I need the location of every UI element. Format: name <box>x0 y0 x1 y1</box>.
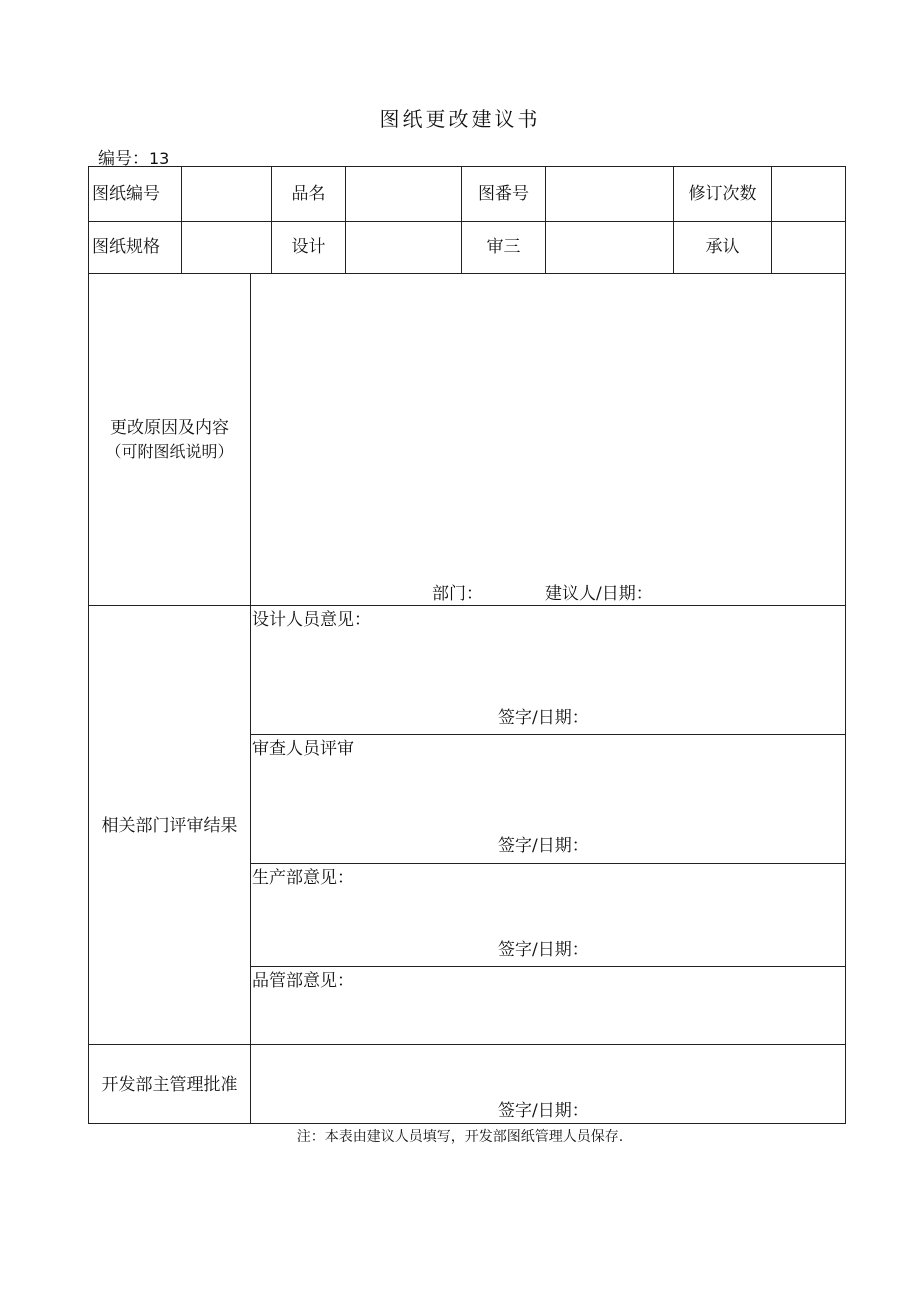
col-divider <box>545 167 546 273</box>
doc-number-label: 编号： <box>98 149 149 169</box>
row-divider <box>89 1044 845 1045</box>
row-divider <box>250 734 845 735</box>
col-divider <box>181 167 182 273</box>
label-drawing-spec: 图纸规格 <box>92 237 160 257</box>
row-divider <box>89 273 845 274</box>
label-dev-approval: 开发部主管理批准 <box>101 1075 238 1095</box>
doc-number-value: 13 <box>149 149 170 168</box>
label-quality-opinion: 品管部意见： <box>252 971 354 991</box>
label-change-reason: 更改原因及内容 <box>110 418 229 438</box>
label-production-opinion: 生产部意见： <box>252 868 354 888</box>
label-designer-opinion: 设计人员意见： <box>252 610 371 630</box>
label-approval: 承认 <box>705 237 740 257</box>
label-sign-date: 签字/日期： <box>498 1101 589 1121</box>
col-divider <box>250 273 251 1123</box>
label-sign-date: 签字/日期： <box>498 836 589 856</box>
col-divider <box>771 167 772 273</box>
label-reviewer-opinion: 审查人员评审 <box>252 739 354 759</box>
row-divider <box>89 221 845 222</box>
footer-note: 注：本表由建议人员填写，开发部图纸管理人员保存. <box>296 1129 624 1145</box>
label-design: 设计 <box>291 237 326 257</box>
label-revision-count: 修订次数 <box>688 184 757 204</box>
col-divider <box>345 167 346 273</box>
label-proposer-date: 建议人/日期： <box>545 584 653 604</box>
label-product-name: 品名 <box>291 184 326 204</box>
row-divider <box>89 605 845 606</box>
label-drawing-number: 图纸编号 <box>92 184 160 204</box>
label-drawing-code: 图番号 <box>478 184 529 204</box>
label-department: 部门： <box>432 584 483 604</box>
label-sign-date: 签字/日期： <box>498 940 589 960</box>
page-title: 图纸更改建议书 <box>379 107 541 131</box>
label-review: 审三 <box>486 237 521 257</box>
label-change-note: （可附图纸说明） <box>105 442 234 461</box>
row-divider <box>250 966 845 967</box>
change-request-form <box>88 166 846 1124</box>
label-sign-date: 签字/日期： <box>498 708 589 728</box>
label-review-results: 相关部门评审结果 <box>101 816 238 836</box>
row-divider <box>250 863 845 864</box>
